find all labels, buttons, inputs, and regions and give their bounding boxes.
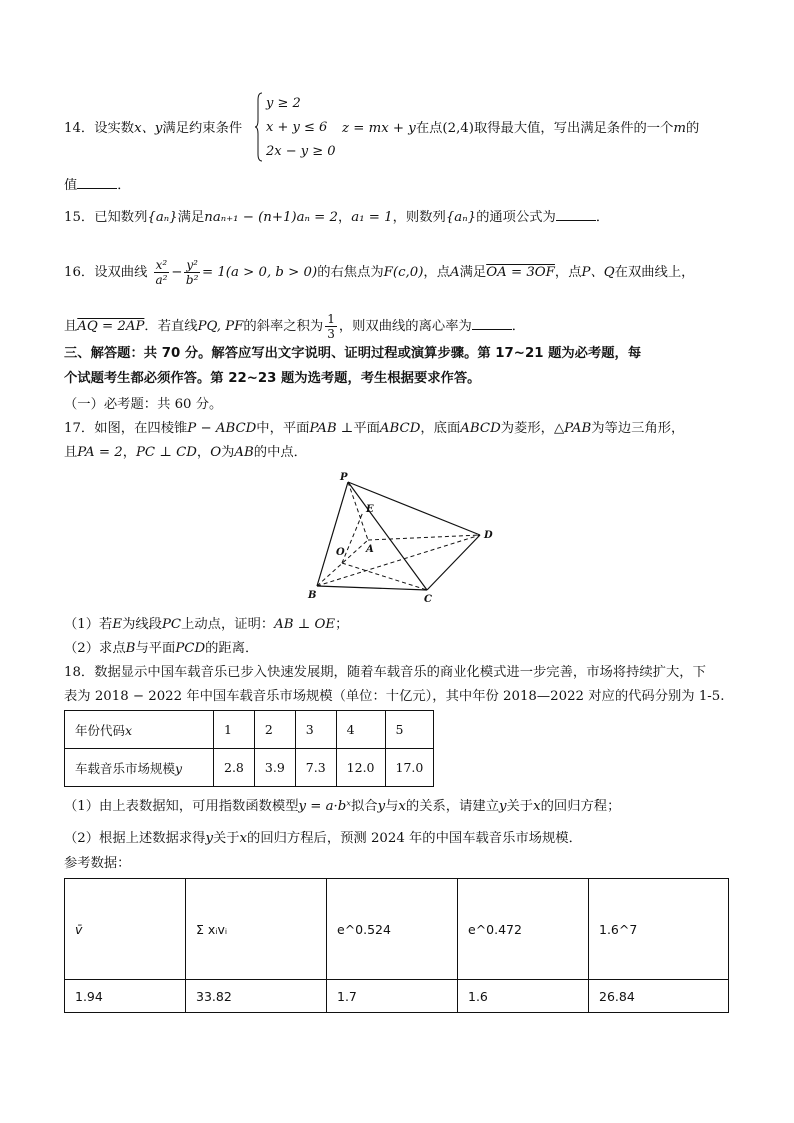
q14-suffix2: 的: [686, 121, 700, 136]
q17-p1a: （1）若: [64, 617, 113, 632]
q17-l2e: 的中点．: [253, 445, 307, 460]
row1-var: x: [125, 722, 133, 738]
ref-header-pow: 1.6^7: [589, 879, 729, 980]
ref-header-vbar: v̄: [65, 879, 186, 980]
q14-line1: [64, 120, 242, 138]
edge-ad: [368, 535, 480, 540]
hyp-frac-x: [154, 258, 170, 287]
q16-mid3: 满足: [459, 265, 487, 280]
q14-point: (2,4): [442, 121, 474, 136]
value-cell: 3.9: [254, 749, 295, 787]
q17-part1: [64, 616, 348, 634]
table-row: [65, 879, 729, 980]
code-cell: 1: [214, 711, 255, 749]
q18-p1c: 与: [385, 799, 399, 814]
q17-p1b: 为线段: [122, 617, 162, 632]
q15-eq: naₙ₊₁ − (n+1)aₙ = 2: [204, 210, 338, 225]
q16-suffix: 在双曲线上，: [614, 265, 695, 280]
q15-seq2: {aₙ}: [445, 210, 477, 225]
row2-label: 车载音乐市场规模: [75, 760, 176, 776]
q14-m: m: [673, 121, 687, 136]
row1-label: 年份代码: [75, 722, 126, 738]
label-b: B: [308, 590, 317, 601]
q14-answer-blank[interactable]: [77, 176, 117, 189]
q17-pyr: P − ABCD: [187, 421, 257, 436]
hyp-frac-y: [184, 258, 200, 287]
q16-focus: F(c,0): [383, 265, 424, 280]
q18-p1a: （1）由上表数据知，可用指数函数模型: [64, 799, 299, 814]
q17-p1c: 上动点，证明：: [181, 617, 275, 632]
q16-frac: [325, 312, 337, 341]
ref-header-e524: e^0.524: [327, 879, 458, 980]
q17-b: B: [125, 641, 136, 656]
q16-line1: 16．设双曲线 $\frac{\text{x²}}{\text{a²}}$ − $\frac{\text{y²}}{\text{b²}}$ = 1(a > 0, b > 0)的右焦点为F(c,0)，点A满足OA = 3OF，点P、Q在双曲线上，: [64, 258, 695, 287]
value-cell: 7.3: [295, 749, 336, 787]
q14-constraints: [256, 92, 336, 164]
ref-value: 33.82: [186, 980, 327, 1013]
hyp-den-b: b²: [185, 273, 199, 287]
sec3-line3: （一）必考题：共 60 分。: [64, 397, 223, 412]
q16-lines: PQ, PF: [197, 319, 244, 334]
q16-a: A: [450, 265, 460, 280]
q17-p1d: ；: [335, 617, 349, 632]
hyp-num-y: y²: [186, 258, 198, 272]
label-a: A: [366, 544, 374, 555]
q17-pc2: PC: [161, 617, 182, 632]
code-cell: 2: [254, 711, 295, 749]
q16-vec1: OA = 3OF: [486, 265, 555, 280]
edge-bc: [317, 586, 427, 590]
row2-header: [65, 749, 214, 787]
q18-x2: x: [533, 799, 541, 814]
ref-data-label: 参考数据：: [64, 856, 131, 871]
sec3-line1: 三、解答题：共 70 分。解答应写出文字说明、证明过程或演算步骤。第 17~21 题为必考题，每: [64, 346, 642, 361]
q18-part2: [64, 830, 582, 848]
edge-oc: [342, 563, 427, 590]
q18-y1: y: [377, 799, 386, 814]
q17-l1b: 中，平面: [256, 421, 310, 436]
q17-abcd: ABCD: [379, 421, 421, 436]
q17-l2d: 为: [221, 445, 235, 460]
q17-line2: [64, 444, 307, 462]
q17-pa: PA = 2: [77, 445, 123, 460]
q15-mid: 满足: [177, 210, 205, 225]
q16-line2: 且AQ = 2AP．若直线PQ, PF的斜率之积为 $\frac{1}{3}$ ，则双曲线的离心率为 ．: [64, 312, 526, 341]
q17-l1a: 17．如图，在四棱锥: [64, 421, 188, 436]
q16-mid: 的右焦点为: [317, 265, 384, 280]
constraint-1: y ≥ 2: [266, 96, 301, 111]
q15-line: 15．已知数列{aₙ}满足naₙ₊₁ − (n+1)aₙ = 2，a₁ = 1，则数列{aₙ}的通项公式为 ．: [64, 210, 610, 225]
q18-p1d: 的关系，请建立: [405, 799, 499, 814]
q14-line2-text: 值: [64, 178, 78, 193]
q16-vec2: AQ = 2AP: [77, 319, 145, 334]
q15-suffix2: 的通项公式为: [476, 210, 556, 225]
edge-oe: [342, 512, 363, 563]
code-cell: 5: [385, 711, 434, 749]
code-cell: 4: [336, 711, 385, 749]
q16-l2-prefix: 且: [64, 319, 78, 334]
q17-l2b: ，: [122, 445, 136, 460]
ref-value: 1.7: [327, 980, 458, 1013]
row1-header: [65, 711, 214, 749]
ref-header-sum: Σ xᵢvᵢ: [186, 879, 327, 980]
q14-line2: 值 ．: [64, 178, 131, 193]
ref-header-e472: e^0.472: [458, 879, 589, 980]
label-c: C: [424, 594, 432, 605]
q17-part2: [64, 640, 258, 658]
table-row: [65, 711, 434, 749]
q17-abcd2: ABCD: [460, 421, 501, 436]
q17-perp: AB ⊥ OE: [274, 617, 336, 632]
q18-p1e: 关于: [506, 799, 534, 814]
constraint-3: 2x − y ≥ 0: [266, 144, 336, 159]
code-cell: 3: [295, 711, 336, 749]
q18-x1: x: [398, 799, 406, 814]
q18-x3: x: [239, 831, 248, 846]
q15-answer-blank[interactable]: [556, 208, 596, 221]
label-o: O: [336, 547, 345, 558]
q18-y2: y: [499, 799, 507, 814]
q17-l1f: 为等边三角形，: [591, 421, 685, 436]
label-e: E: [366, 504, 374, 515]
q14-objective: z = mx + y: [342, 121, 416, 136]
q16-mid4: ，点: [554, 265, 582, 280]
q17-l1c: 平面: [353, 421, 380, 436]
hyp-rest: = 1(a > 0, b > 0): [201, 265, 318, 280]
q17-l2a: 且: [64, 445, 78, 460]
table-row: [65, 749, 434, 787]
q16-frac-den: 3: [327, 327, 335, 341]
q18-p2a: （2）根据上述数据求得: [64, 831, 206, 846]
value-cell: 17.0: [385, 749, 434, 787]
q16-frac-num: 1: [327, 312, 335, 326]
hyp-den-a: a²: [155, 273, 168, 287]
q18-p1f: 的回归方程；: [540, 799, 621, 814]
q18-part1: [64, 798, 620, 816]
q17-l1d: ，底面: [420, 421, 461, 436]
q15-prefix: 15．已知数列: [64, 210, 148, 225]
q16-answer-blank[interactable]: [472, 317, 512, 330]
table-row: [65, 980, 729, 1013]
value-cell: 2.8: [214, 749, 255, 787]
q14-prefix: 14．设实数: [64, 121, 135, 136]
label-p: P: [340, 472, 348, 483]
q14-line1-right: [342, 120, 699, 138]
constraint-2: x + y ≤ 6: [266, 120, 328, 135]
ref-value: 1.6: [458, 980, 589, 1013]
q16-mid2: ，点: [423, 265, 451, 280]
edge-pa: [348, 482, 368, 540]
ref-value: 26.84: [589, 980, 729, 1013]
q16-prefix: 16．设双曲线: [64, 265, 148, 280]
q16-l2-mid2: 的斜率之积为: [243, 319, 324, 334]
q18-p2c: 的回归方程后，预测 2024 年的中国车载音乐市场规模．: [247, 831, 582, 846]
q14-after-obj: 在点: [415, 121, 443, 136]
q17-p2c: 的距离．: [205, 641, 259, 656]
q17-tri: △PAB: [553, 421, 592, 436]
q17-p2b: 与平面: [135, 641, 176, 656]
edge-pb: [317, 482, 348, 586]
q16-pq: P、Q: [581, 265, 615, 280]
q14-vars: x、y: [134, 121, 163, 136]
q17-ab: AB: [234, 445, 254, 460]
market-table: [64, 710, 434, 787]
q17-pab: PAB ⊥: [309, 421, 354, 436]
q16-l2-suffix: ，则双曲线的离心率为: [338, 319, 472, 334]
q18-line2: 表为 2018 − 2022 年中国车载音乐市场规模（单位：十亿元），其中年份 2018—2022 对应的代码分别为 1-5.: [64, 689, 725, 704]
q18-p2b: 关于: [212, 831, 240, 846]
q15-init: a₁ = 1: [351, 210, 393, 225]
q18-model: y = a·bˣ: [298, 799, 352, 814]
q15-seq: {aₙ}: [147, 210, 178, 225]
hyp-num-x: x²: [155, 258, 168, 272]
ref-value: 1.94: [65, 980, 186, 1013]
row2-var: y: [175, 760, 183, 776]
label-d: D: [484, 530, 493, 541]
pyramid-figure: [300, 470, 500, 605]
q18-y3: y: [205, 831, 213, 846]
q17-pcd: PCD: [175, 641, 206, 656]
q14-mid: 满足约束条件: [162, 121, 243, 136]
q17-line1: [64, 420, 684, 438]
q14-suffix: 取得最大值，写出满足条件的一个: [473, 121, 674, 136]
q15-suffix: ，则数列: [392, 210, 446, 225]
q18-p1b: 拟合: [351, 799, 378, 814]
q17-pc: PC ⊥ CD: [135, 445, 197, 460]
value-cell: 12.0: [336, 749, 385, 787]
q16-l2-mid: ．若直线: [144, 319, 198, 334]
sec3-line2: 个试题考生都必须作答。第 22~23 题为选考题，考生根据要求作答。: [64, 371, 481, 386]
q17-l1e: 为菱形，: [500, 421, 554, 436]
q17-l2c: ，: [196, 445, 211, 460]
q17-o: O: [210, 445, 222, 460]
q17-e: E: [112, 617, 123, 632]
q17-p2a: （2）求点: [64, 641, 126, 656]
q18-line1: 18．数据显示中国车载音乐已步入快速发展期，随着车载音乐的商业化模式进一步完善，市场将持续扩大，下: [64, 665, 706, 680]
reference-table: [64, 878, 729, 1013]
